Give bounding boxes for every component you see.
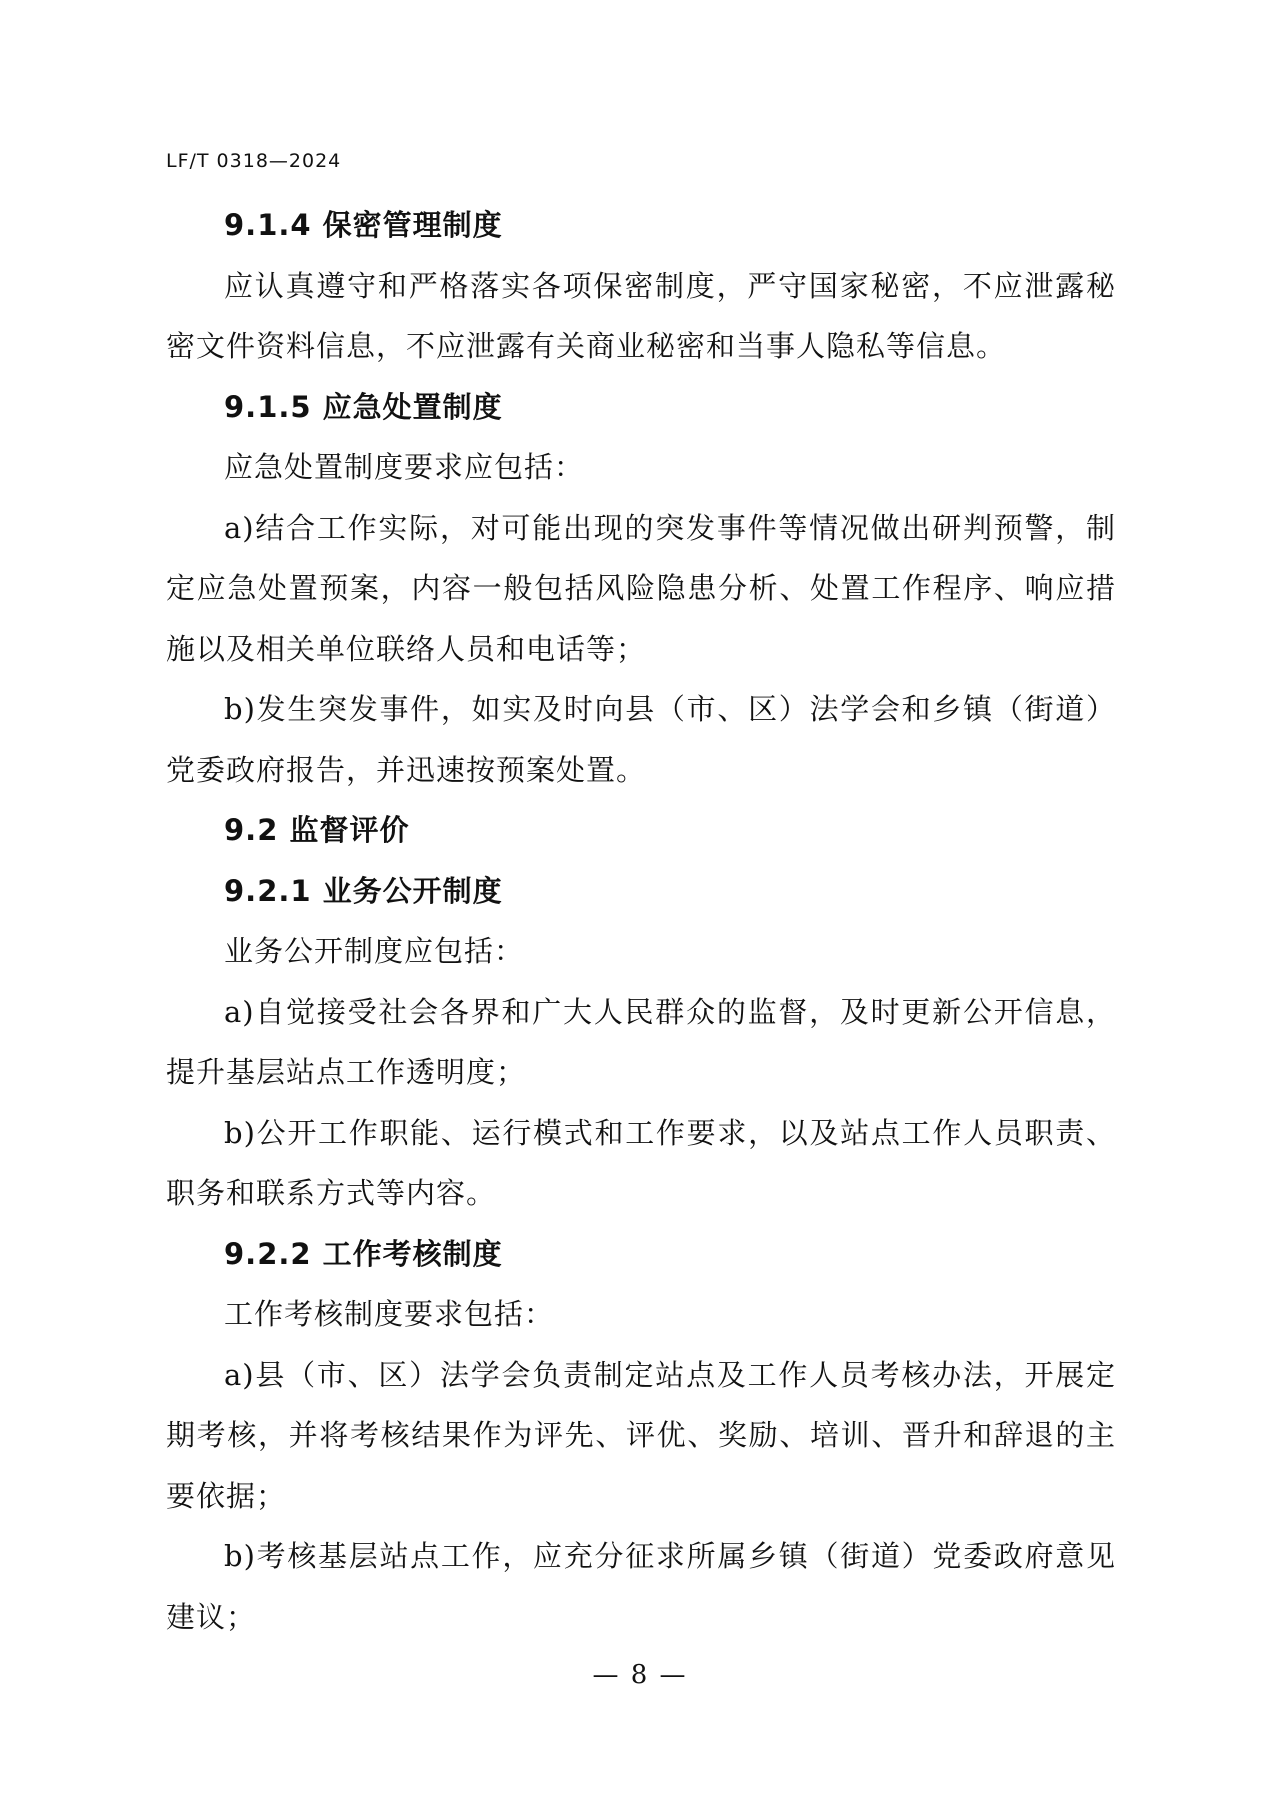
paragraph: 应急处置制度要求应包括： [224, 450, 585, 484]
list-item: a)自觉接受社会各界和广大人民群众的监督，及时更新公开信息，提升基层站点工作透明度； [166, 994, 1116, 1089]
section-heading: 9.2.1 业务公开制度 [224, 873, 503, 908]
list-item: a)县（市、区）法学会负责制定站点及工作人员考核办法，开展定期考核，并将考核结果作为评先、评优、奖励、培训、晋升和辞退的主要依据； [166, 1357, 1116, 1513]
paragraph: 应认真遵守和严格落实各项保密制度，严守国家秘密，不应泄露秘密文件资料信息，不应泄露有关商业秘密和当事人隐私等信息。 [166, 268, 1116, 363]
list-item: b)发生突发事件，如实及时向县（市、区）法学会和乡镇（街道）党委政府报告，并迅速按预案处置。 [166, 692, 1116, 787]
paragraph: 工作考核制度要求包括： [224, 1297, 555, 1331]
document-code: LF/T 0318—2024 [166, 150, 342, 172]
list-item: b)考核基层站点工作，应充分征求所属乡镇（街道）党委政府意见建议； [166, 1539, 1116, 1634]
section-heading: 9.1.4 保密管理制度 [224, 208, 503, 242]
section-heading: 9.2.2 工作考核制度 [224, 1236, 503, 1271]
document-body [166, 195, 1116, 1647]
section-heading: 9.1.5 应急处置制度 [224, 389, 503, 424]
paragraph: 业务公开制度应包括： [224, 934, 525, 968]
section-heading: 9.2 监督评价 [224, 813, 410, 847]
list-item: a)结合工作实际，对可能出现的突发事件等情况做出研判预警，制定应急处置预案，内容一般包括风险隐患分析、处置工作程序、响应措施以及相关单位联络人员和电话等； [166, 510, 1116, 666]
page-number: — 8 — [592, 1660, 688, 1690]
list-item: b)公开工作职能、运行模式和工作要求，以及站点工作人员职责、职务和联系方式等内容。 [166, 1115, 1116, 1210]
